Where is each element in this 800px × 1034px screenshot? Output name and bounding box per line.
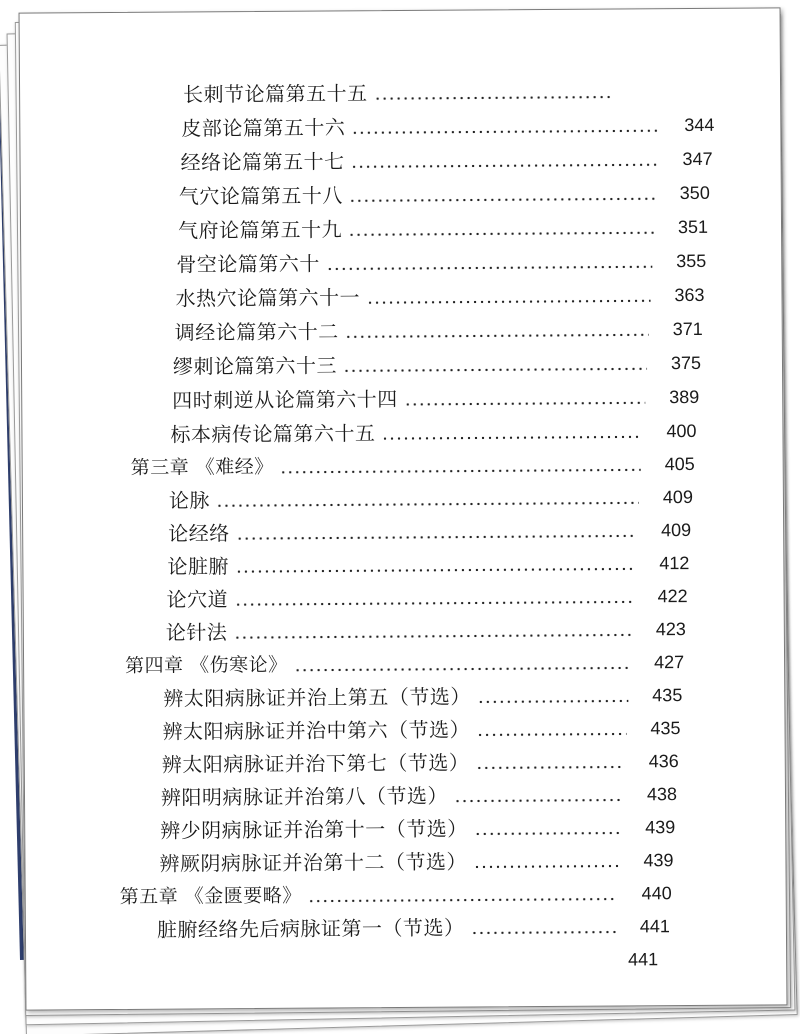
toc-entry-title: 骨空论篇第六十 [176,251,320,277]
dot-leader [470,931,616,935]
toc-entry-title: 论穴道 [166,586,229,612]
toc-entry-page: 438 [646,783,678,804]
toc-entry-page: 389 [669,386,700,407]
toc-entry-title: 经络论篇第五十七 [180,148,345,175]
toc-entry [170,413,696,449]
toc-entry-title: 水热穴论篇第六十一 [175,284,361,311]
toc-entry-page: 412 [659,552,690,573]
toc-chapter-page: 405 [664,453,695,474]
toc-entry-title: 缪刺论篇第六十三 [172,352,338,379]
toc-entry [166,611,686,647]
toc-chapter-title: 第三章 《难经》 [130,455,274,479]
toc-entry-title: 辨阳明病脉证并治第八（节选） [160,783,449,810]
toc-entry-page: 371 [672,318,703,339]
toc-entry [167,578,688,614]
dot-leader [351,129,660,134]
toc-entry-title: 皮部论篇第五十六 [181,114,346,141]
toc-entry-page: 351 [677,216,709,237]
toc-entry [157,908,670,944]
toc-entry-page: 439 [643,849,674,870]
toc-entry [181,107,714,143]
toc-entry [163,677,682,713]
dot-leader [381,435,642,440]
toc-entry [161,776,677,812]
dot-leader [235,567,636,573]
toc-entry-title: 论经络 [168,520,230,546]
toc-chapter [120,875,672,911]
toc-chapter-title: 第五章 《金匮要略》 [119,884,302,908]
dot-leader [477,699,629,703]
toc-entry-page: 363 [674,284,705,305]
toc-entry [159,842,673,878]
toc-page [19,7,788,1010]
toc-entry-page: 344 [684,114,715,135]
toc-entry-page: 441 [639,915,670,936]
dot-leader [474,831,622,835]
toc-entry-title: 辨厥阴病脉证并治第十二（节选） [159,849,468,876]
dot-leader [236,534,638,540]
dot-leader [374,96,614,101]
dot-leader [454,798,623,802]
toc-entry-page: 436 [648,750,679,771]
dot-leader [475,765,625,769]
dot-leader [351,163,659,168]
toc-entry [173,345,701,381]
toc-entry-page: 355 [676,250,707,271]
toc-entry-title: 标本病传论篇第六十五 [170,420,376,447]
toc-trailing-page: 441 [628,948,659,969]
dot-leader [345,333,649,338]
toc-entry-page: 422 [657,585,688,606]
toc-entry-page: 350 [679,182,710,203]
dot-leader [294,666,630,671]
toc-entry-page: 435 [650,717,681,738]
dot-leader [343,367,647,372]
toc-entry [175,277,704,313]
toc-entry-title: 气穴论篇第五十八 [178,182,343,209]
dot-leader [280,468,641,474]
dot-leader [234,600,634,606]
toc-entry-title: 论脉 [168,487,211,513]
toc-entry-title: 论脏腑 [167,553,229,579]
dot-leader [366,299,651,304]
toc-entry-title: 脏腑经络先后病脉证第一（节选） [156,915,465,942]
toc-chapter-title: 第四章 《伤寒论》 [125,653,288,677]
dot-leader [216,501,639,507]
toc-entry [168,512,691,548]
toc-entry [180,141,712,177]
toc-chapter-page: 427 [653,651,685,672]
toc-entry [175,311,703,347]
dot-leader [348,231,654,236]
toc-entry-page: 375 [670,352,702,373]
toc-entry [176,243,706,279]
dot-leader [308,898,618,903]
toc-entry [178,209,708,245]
dot-leader [473,864,620,868]
toc-entry-title: 辨太阳病脉证并治上第五（节选） [163,684,471,711]
toc-entry-page: 439 [645,816,676,837]
dot-leader [404,401,646,406]
toc-entry-title: 长刺节论篇第五十五 [183,80,368,107]
table-of-contents [20,8,787,1009]
toc-chapter [131,446,695,482]
dot-leader [326,265,653,270]
toc-entry-title: 辨少阴病脉证并治第十一（节选） [160,816,468,843]
toc-entry-page: 423 [655,618,686,639]
toc-entry [162,743,679,779]
toc-entry [162,710,680,746]
dot-leader [476,732,627,736]
toc-entry-page: 347 [682,148,713,169]
toc-entry [169,479,693,515]
toc-entry-title: 调经论篇第六十二 [174,318,339,345]
toc-entry-page: 400 [666,420,697,441]
toc-chapter-page: 440 [641,882,672,903]
dot-leader [233,633,632,639]
toc-entry-title: 气府论篇第五十九 [177,216,343,243]
toc-entry-title: 四时刺逆从论篇第六十四 [172,386,398,413]
toc-entry-page: 435 [652,684,683,705]
toc-entry-page: 409 [662,486,693,507]
toc-entry [183,73,667,108]
toc-trailing-page-row [614,941,668,973]
toc-entry-title: 辨太阳病脉证并治下第七（节选） [161,750,470,777]
dot-leader [349,197,656,202]
toc-entry-page: 409 [661,519,692,540]
toc-entry-title: 辨太阳病脉证并治中第六（节选） [162,717,471,744]
toc-entry [160,809,675,845]
toc-entry [179,175,710,211]
toc-entry [172,379,699,415]
toc-entry-title: 论针法 [165,619,228,645]
toc-chapter [125,644,684,680]
toc-entry [167,545,689,581]
